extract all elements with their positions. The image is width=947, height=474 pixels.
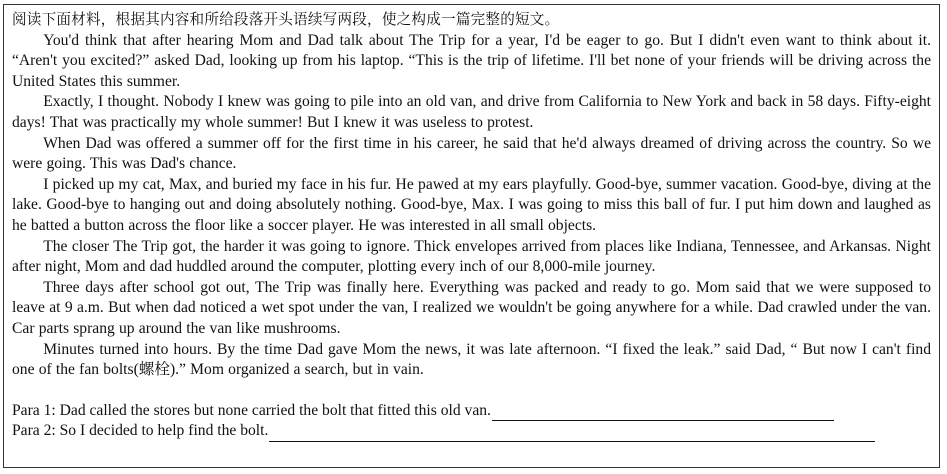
story-paragraph-6: Three days after school got out, The Trip was finally here. Everything was packed and ready to go. Mom said that we were supposed to leave at 9 a.m. But when dad noticed a wet spot under the van, I realized we wouldn't be going anywhere for a while. Dad crawled under the van. Car parts sprang up around the van like mushrooms.	[12, 278, 931, 337]
continuation-line-1	[12, 401, 931, 422]
story-paragraph-3: When Dad was offered a summer off for the first time in his career, he said that he'd always dreamed of driving across the country. So we were going. This was Dad's chance.	[12, 134, 931, 173]
answer-blank-1[interactable]	[492, 405, 834, 421]
continuation-line-2	[12, 421, 931, 442]
spacer	[12, 381, 931, 401]
story-paragraph-1: You'd think that after hearing Mom and Dad talk about The Trip for a year, I'd be eager to go. But I didn't even want to think about it. “Aren't you excited?” asked Dad, looking up from his laptop. “This is the trip of lifetime. I'll bet none of your friends will be driving across the United States this summer.	[12, 31, 931, 90]
reading-material	[3, 4, 940, 468]
continuation-prompt-1: Para 1: Dad called the stores but none carried the bolt that fitted this old van.	[12, 401, 491, 419]
task-instruction: 阅读下面材料，根据其内容和所给段落开头语续写两段，使之构成一篇完整的短文。	[12, 11, 560, 28]
story-paragraph-2: Exactly, I thought. Nobody I knew was going to pile into an old van, and drive from California to New York and back in 58 days. Fifty-eight days! That was practically my whole summer! But I knew it was useless to protest.	[12, 93, 931, 131]
story-paragraph-4: I picked up my cat, Max, and buried my face in his fur. He pawed at my ears playfully. Good-bye, summer vacation. Good-bye, diving at the lake. Good-bye to hanging out and doing absolutely nothing. Good-bye, Max. I was going to miss this ball of fur. I put him down and laughed as he batted a button across the floor like a soccer player. He was interested in all small objects.	[12, 175, 931, 234]
story-paragraph-5: The closer The Trip got, the harder it was going to ignore. Thick envelopes arrived from places like Indiana, Tennessee, and Arkansas. Night after night, Mom and dad huddled around the computer, plotting every inch of our 8,000-mile journey.	[12, 237, 931, 276]
continuation-prompt-2: Para 2: So I decided to help find the bolt.	[12, 422, 269, 440]
answer-blank-2[interactable]	[269, 426, 875, 442]
story-paragraph-7: Minutes turned into hours. By the time Dad gave Mom the news, it was late afternoon. “I fixed the leak.” said Dad, “ But now I can't find one of the fan bolts(螺栓).” Mom organized a search, but in vain.	[12, 340, 931, 379]
